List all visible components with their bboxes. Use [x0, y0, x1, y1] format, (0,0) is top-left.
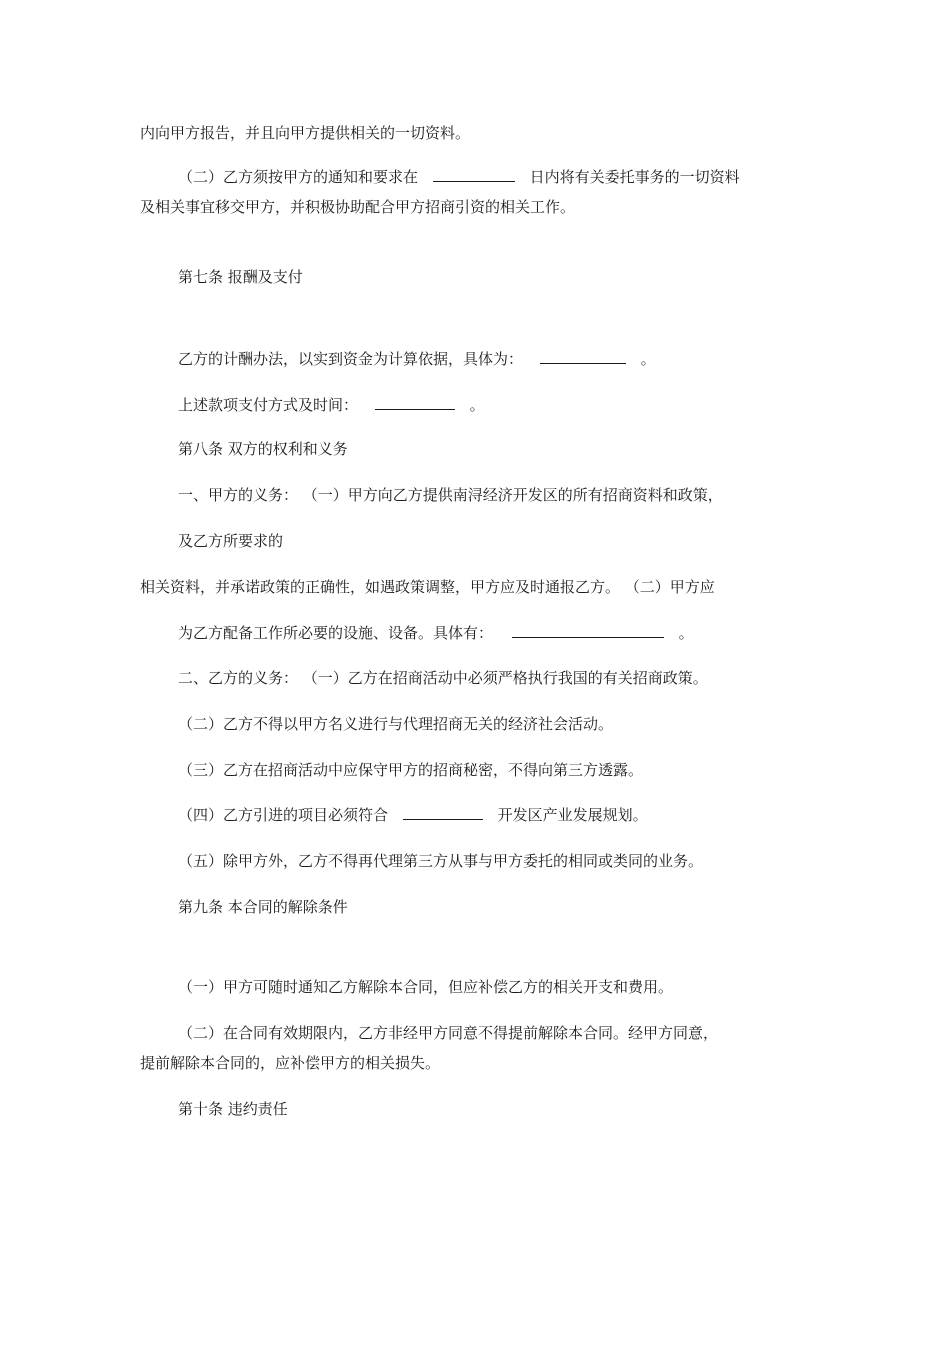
fill-blank[interactable]	[375, 395, 455, 410]
article-heading: 第九条 本合同的解除条件	[178, 898, 348, 916]
paragraph-line: 及相关事宜移交甲方，并积极协助配合甲方招商引资的相关工作。	[140, 198, 576, 216]
article-heading: 第十条 违约责任	[178, 1100, 288, 1118]
article-heading: 第七条 报酬及支付	[178, 268, 303, 286]
paragraph-line: （二）乙方须按甲方的通知和要求在 日内将有关委托事务的一切资料	[178, 168, 740, 186]
fill-blank[interactable]	[433, 167, 515, 182]
paragraph-line: 上述款项支付方式及时间： 。	[178, 396, 485, 414]
article-heading: 第八条 双方的权利和义务	[178, 440, 348, 458]
paragraph-line: （二）在合同有效期限内，乙方非经甲方同意不得提前解除本合同。经甲方同意，	[178, 1024, 719, 1042]
paragraph-line: 内向甲方报告，并且向甲方提供相关的一切资料。	[140, 124, 471, 142]
paragraph-line: （四）乙方引进的项目必须符合 开发区产业发展规划。	[178, 806, 648, 824]
paragraph-line: 相关资料，并承诺政策的正确性，如遇政策调整，甲方应及时通报乙方。 （二）甲方应	[140, 578, 715, 596]
fill-blank[interactable]	[403, 805, 483, 820]
fill-blank[interactable]	[540, 349, 626, 364]
paragraph-line: （二）乙方不得以甲方名义进行与代理招商无关的经济社会活动。	[178, 715, 614, 733]
paragraph-line: （一）甲方可随时通知乙方解除本合同，但应补偿乙方的相关开支和费用。	[178, 978, 674, 996]
paragraph-line: （三）乙方在招商活动中应保守甲方的招商秘密，不得向第三方透露。	[178, 761, 644, 779]
paragraph-line: 二、乙方的义务： （一）乙方在招商活动中必须严格执行我国的有关招商政策。	[178, 669, 708, 687]
paragraph-line: 乙方的计酬办法，以实到资金为计算依据，具体为： 。	[178, 350, 656, 368]
paragraph-line: 一、甲方的义务： （一）甲方向乙方提供南浔经济开发区的所有招商资料和政策，	[178, 486, 723, 504]
paragraph-line: 为乙方配备工作所必要的设施、设备。具体有： 。	[178, 624, 694, 642]
fill-blank[interactable]	[512, 623, 664, 638]
paragraph-line: 及乙方所要求的	[178, 532, 284, 550]
paragraph-line: 提前解除本合同的，应补偿甲方的相关损失。	[140, 1054, 441, 1072]
paragraph-line: （五）除甲方外，乙方不得再代理第三方从事与甲方委托的相同或类同的业务。	[178, 852, 704, 870]
